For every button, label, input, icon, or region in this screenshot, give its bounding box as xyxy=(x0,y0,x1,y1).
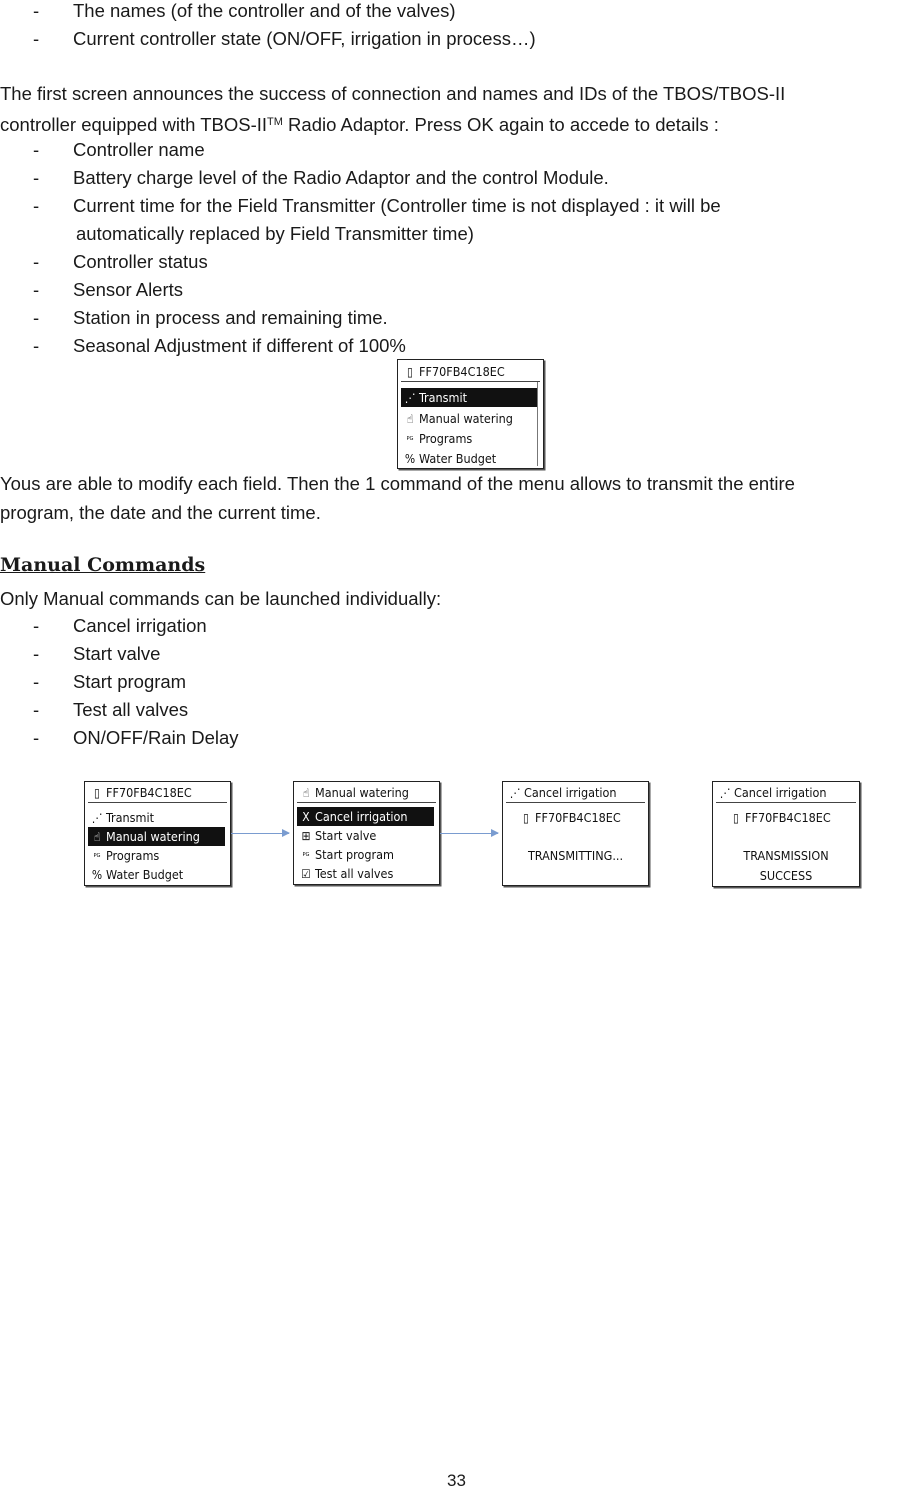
menu-item-manual-watering: ☝ Manual watering xyxy=(401,409,540,428)
programs-icon: ᴾᴳ xyxy=(406,436,414,446)
battery-icon: ▯ xyxy=(407,365,413,379)
status-message: TRANSMITTING... xyxy=(527,848,624,863)
status-message-line2: SUCCESS xyxy=(759,868,813,883)
bullet-dash: - xyxy=(33,307,40,328)
transmit-icon: ⋰ xyxy=(509,786,521,800)
controller-id-row: ▯ FF70FB4C18EC xyxy=(517,808,645,827)
list-item-text: Battery charge level of the Radio Adaptor and the control Module. xyxy=(73,167,609,188)
programs-icon: ᴾᴳ xyxy=(302,852,310,862)
bullet-dash: - xyxy=(33,0,40,21)
bullet-dash: - xyxy=(33,699,40,720)
paragraph-line: Yous are able to modify each field. Then the 1 command of the menu allows to transmit the entire xyxy=(0,473,795,494)
list-item-text: The names (of the controller and of the valves) xyxy=(73,0,456,21)
arrow-right-icon xyxy=(440,833,498,834)
screen-header: ▯ FF70FB4C18EC xyxy=(88,783,227,803)
menu-item-test-all-valves: ☑ Test all valves xyxy=(297,864,436,883)
list-item-text: Test all valves xyxy=(73,699,189,720)
bullet-dash: - xyxy=(33,671,40,692)
menu-item-transmit: ⋰ Transmit xyxy=(88,808,227,827)
menu-item-transmit: ⋰ Transmit xyxy=(401,388,537,407)
menu-item-manual-watering: ☝ Manual watering xyxy=(88,827,225,846)
list-item-text: Cancel irrigation xyxy=(73,615,207,636)
transmit-icon: ⋰ xyxy=(404,391,416,405)
lcd-screen-step-4 xyxy=(712,781,860,887)
list-item-text: Start program xyxy=(73,671,187,692)
bullet-dash: - xyxy=(33,335,40,356)
transmit-icon: ⋰ xyxy=(91,811,103,825)
menu-item-programs: ᴾᴳ Programs xyxy=(88,846,227,865)
battery-icon: ▯ xyxy=(733,811,739,825)
paragraph-text: Radio Adaptor. Press OK again to accede to details : xyxy=(282,114,719,135)
menu-item-cancel-irrigation: X Cancel irrigation xyxy=(297,807,434,826)
menu-item-water-budget: % Water Budget xyxy=(88,865,227,884)
paragraph-text: controller equipped with TBOS-II xyxy=(0,114,268,135)
menu-item-water-budget: % Water Budget xyxy=(401,449,540,468)
list-item-text: Current controller state (ON/OFF, irrigation in process…) xyxy=(73,28,536,49)
screen-header: ⋰ Cancel irrigation xyxy=(716,783,856,803)
hand-icon: ☝ xyxy=(302,786,310,800)
transmit-icon: ⋰ xyxy=(719,786,731,800)
paragraph-line: The first screen announces the success of connection and names and IDs of the TBOS/TBOS-II xyxy=(0,83,786,104)
paragraph-line: Only Manual commands can be launched individually: xyxy=(0,588,442,609)
status-message-line1: TRANSMISSION xyxy=(743,848,829,863)
lcd-screen-step-2 xyxy=(293,781,440,885)
screen-header: ☝ Manual watering xyxy=(297,783,436,803)
screen-header: ⋰ Cancel irrigation xyxy=(506,783,645,803)
hand-icon: ☝ xyxy=(93,830,101,844)
bullet-dash: - xyxy=(33,643,40,664)
section-heading: Manual Commands xyxy=(0,554,206,576)
percent-icon: % xyxy=(91,868,103,882)
paragraph-line xyxy=(0,111,719,136)
bullet-dash: - xyxy=(33,251,40,272)
list-item-text: Sensor Alerts xyxy=(73,279,184,300)
screen-header: ▯ FF70FB4C18EC xyxy=(401,362,540,382)
lcd-screen-step-1 xyxy=(84,781,231,886)
bullet-dash: - xyxy=(33,139,40,160)
paragraph-line: program, the date and the current time. xyxy=(0,502,321,523)
page-number: 33 xyxy=(447,1471,466,1490)
bullet-dash: - xyxy=(33,279,40,300)
battery-icon: ▯ xyxy=(94,786,100,800)
percent-icon: % xyxy=(404,452,416,466)
lcd-screen-main xyxy=(397,359,544,469)
list-item-text: Controller status xyxy=(73,251,208,272)
list-item-text: ON/OFF/Rain Delay xyxy=(73,727,239,748)
lcd-screen-step-3 xyxy=(502,781,649,886)
valve-icon: ⊞ xyxy=(301,829,311,843)
programs-icon: ᴾᴳ xyxy=(93,853,101,863)
bullet-dash: - xyxy=(33,28,40,49)
bullet-dash: - xyxy=(33,195,40,216)
menu-item-programs: ᴾᴳ Programs xyxy=(401,429,540,448)
bullet-dash: - xyxy=(33,727,40,748)
list-item-text: automatically replaced by Field Transmitter time) xyxy=(76,223,474,244)
list-item-text: Current time for the Field Transmitter (Controller time is not displayed : it will be xyxy=(73,195,721,216)
list-item-text: Seasonal Adjustment if different of 100% xyxy=(73,335,406,356)
battery-icon: ▯ xyxy=(523,811,529,825)
checkbox-icon: ☑ xyxy=(301,867,311,881)
menu-item-start-valve: ⊞ Start valve xyxy=(297,826,436,845)
hand-icon: ☝ xyxy=(406,412,414,426)
menu-item-start-program: ᴾᴳ Start program xyxy=(297,845,436,864)
list-item-text: Start valve xyxy=(73,643,161,664)
bullet-dash: - xyxy=(33,615,40,636)
list-item-text: Station in process and remaining time. xyxy=(73,307,388,328)
arrow-right-icon xyxy=(231,833,289,834)
list-item-text: Controller name xyxy=(73,139,205,160)
controller-id-row: ▯ FF70FB4C18EC xyxy=(727,808,856,827)
trademark-sup: TM xyxy=(267,116,283,128)
scrollbar xyxy=(537,382,541,466)
bullet-dash: - xyxy=(33,167,40,188)
cancel-x-icon: X xyxy=(302,810,310,824)
